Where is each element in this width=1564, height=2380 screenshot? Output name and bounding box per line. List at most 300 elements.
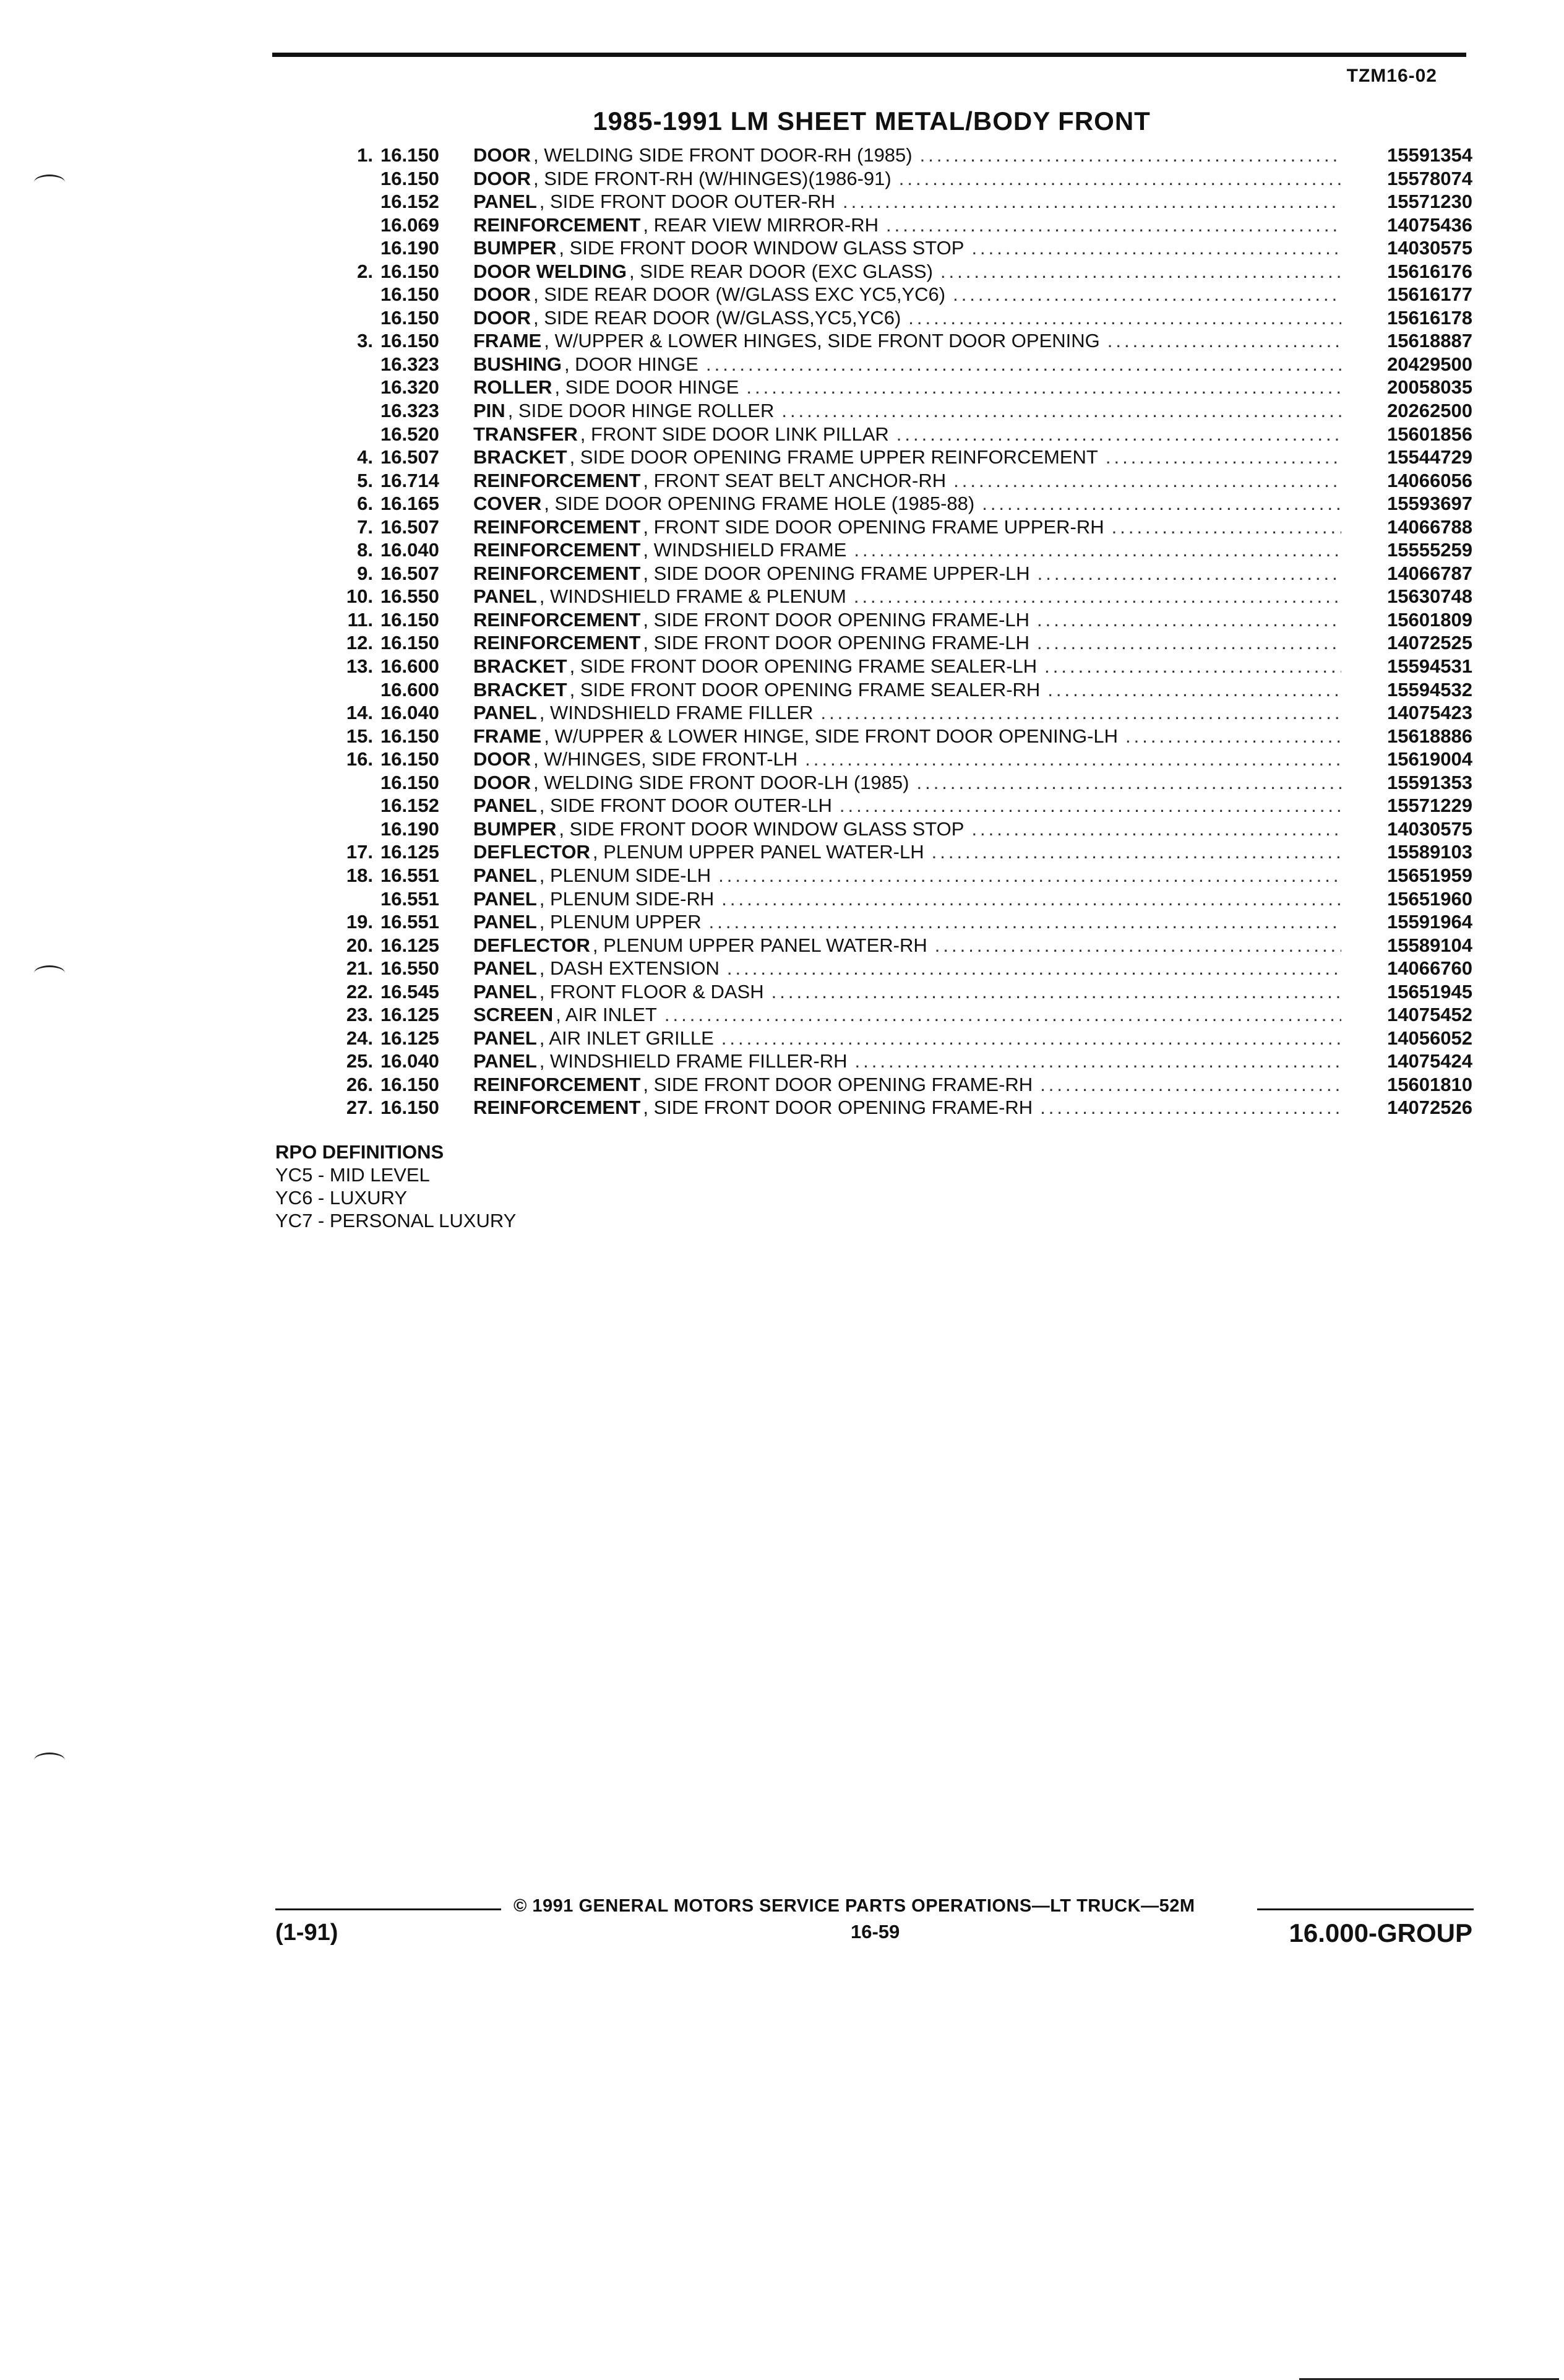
footer-group: 16.000-GROUP [1289, 1918, 1472, 1947]
part-detail: , SIDE FRONT DOOR OUTER-RH [539, 191, 835, 213]
dot-leader [886, 213, 1341, 236]
group-number: 16.507 [380, 515, 439, 538]
part-number: 15591353 [1387, 771, 1472, 793]
part-description [473, 446, 1349, 468]
part-name: PANEL [473, 702, 537, 724]
parts-row [322, 306, 1472, 330]
part-name: PANEL [473, 191, 537, 213]
parts-row [322, 957, 1472, 980]
group-number: 16.152 [380, 795, 439, 817]
part-number: 14066056 [1387, 469, 1472, 491]
group-number: 16.069 [380, 213, 439, 236]
part-description [473, 864, 1349, 887]
parts-list [322, 144, 1472, 1119]
part-detail: , FRONT FLOOR & DASH [539, 980, 764, 1002]
parts-row [322, 329, 1472, 353]
item-number: 18. [346, 864, 373, 886]
parts-row [322, 864, 1472, 887]
parts-row [322, 748, 1472, 771]
part-name: BRACKET [473, 446, 567, 468]
group-number: 16.040 [380, 539, 439, 561]
part-name: DOOR [473, 144, 531, 166]
part-number: 15601809 [1387, 608, 1472, 631]
part-name: PANEL [473, 980, 537, 1002]
part-detail: , SIDE DOOR OPENING FRAME UPPER REINFORCEMENT [569, 446, 1098, 468]
footer-page-number: 16-59 [851, 1921, 900, 1942]
dot-leader [940, 260, 1341, 283]
part-description [473, 190, 1349, 213]
parts-row [322, 562, 1472, 585]
part-name: PANEL [473, 887, 537, 910]
parts-row [322, 1003, 1472, 1027]
dot-leader [820, 701, 1341, 724]
part-description [473, 213, 1349, 236]
group-number: 16.190 [380, 817, 439, 840]
part-description [473, 329, 1349, 352]
part-description [473, 376, 1349, 399]
part-detail: , W/HINGES, SIDE FRONT-LH [533, 748, 798, 770]
part-description [473, 980, 1349, 1003]
part-number: 15651945 [1387, 980, 1472, 1002]
part-description [473, 725, 1349, 748]
dot-leader [854, 585, 1341, 608]
part-number: 14075436 [1387, 213, 1472, 236]
part-description [473, 794, 1349, 817]
item-number: 9. [357, 562, 373, 584]
part-detail: , SIDE REAR DOOR (W/GLASS,YC5,YC6) [533, 306, 901, 329]
dot-leader [1040, 1073, 1341, 1096]
group-number: 16.150 [380, 725, 439, 747]
part-description [473, 353, 1349, 376]
group-number: 16.150 [380, 748, 439, 770]
item-number: 27. [346, 1097, 373, 1119]
part-name: PANEL [473, 957, 537, 980]
part-name: DOOR [473, 771, 531, 793]
part-name: COVER [473, 493, 542, 515]
part-detail: , WINDSHIELD FRAME FILLER [539, 702, 814, 724]
item-number: 5. [357, 469, 373, 491]
item-number: 22. [346, 980, 373, 1002]
parts-row [322, 446, 1472, 469]
rpo-title: RPO DEFINITIONS [275, 1141, 444, 1163]
part-number: 20058035 [1387, 376, 1472, 399]
part-description [473, 840, 1349, 863]
dot-leader [896, 423, 1341, 446]
item-number: 4. [357, 446, 373, 468]
parts-row [322, 260, 1472, 283]
part-number: 15589104 [1387, 934, 1472, 956]
dot-leader [932, 840, 1341, 863]
part-number: 15601856 [1387, 423, 1472, 445]
parts-row [322, 1027, 1472, 1050]
item-number: 16. [346, 748, 373, 770]
parts-row [322, 794, 1472, 817]
part-detail: , FRONT SIDE DOOR OPENING FRAME UPPER-RH [643, 515, 1104, 538]
dot-leader [721, 1027, 1341, 1050]
margin-mark [34, 175, 65, 190]
group-number: 16.040 [380, 1050, 439, 1072]
parts-row [322, 190, 1472, 213]
parts-row [322, 655, 1472, 678]
parts-row [322, 631, 1472, 655]
dot-leader [855, 1050, 1341, 1072]
page-title: 1985-1991 LM SHEET METAL/BODY FRONT [593, 106, 1151, 136]
part-detail: , FRONT SIDE DOOR LINK PILLAR [580, 423, 889, 445]
group-number: 16.150 [380, 771, 439, 793]
parts-row [322, 840, 1472, 864]
parts-row [322, 283, 1472, 306]
part-description [473, 887, 1349, 910]
parts-row [322, 980, 1472, 1004]
part-number: 14030575 [1387, 817, 1472, 840]
group-number: 16.150 [380, 330, 439, 352]
part-description [473, 1073, 1349, 1096]
parts-row [322, 144, 1472, 167]
part-description [473, 771, 1349, 794]
item-number: 8. [357, 539, 373, 561]
group-number: 16.125 [380, 1027, 439, 1049]
part-name: BRACKET [473, 678, 567, 701]
part-number: 15616176 [1387, 260, 1472, 282]
dot-leader [706, 353, 1341, 376]
item-number: 21. [346, 957, 373, 980]
item-number: 12. [346, 632, 373, 654]
part-number: 15601810 [1387, 1073, 1472, 1095]
part-number: 15544729 [1387, 446, 1472, 468]
part-name: SCREEN [473, 1004, 554, 1026]
group-number: 16.150 [380, 144, 439, 166]
group-number: 16.150 [380, 608, 439, 631]
dot-leader [935, 934, 1341, 957]
group-number: 16.551 [380, 911, 439, 933]
dot-leader [1037, 631, 1341, 654]
item-number: 15. [346, 725, 373, 747]
parts-row [322, 213, 1472, 237]
part-name: REINFORCEMENT [473, 632, 641, 654]
parts-row [322, 1096, 1472, 1119]
dot-leader [899, 167, 1341, 190]
rpo-item: YC6 - LUXURY [275, 1187, 408, 1209]
group-number: 16.125 [380, 1004, 439, 1026]
item-number: 1. [357, 144, 373, 166]
item-number: 13. [346, 655, 373, 678]
item-number: 26. [346, 1073, 373, 1095]
part-detail: , SIDE FRONT DOOR OPENING FRAME SEALER-LH [569, 655, 1038, 678]
part-detail: , SIDE FRONT DOOR OPENING FRAME-LH [643, 632, 1030, 654]
parts-row [322, 678, 1472, 702]
part-number: 15555259 [1387, 539, 1472, 561]
part-number: 14030575 [1387, 237, 1472, 259]
part-number: 15618887 [1387, 330, 1472, 352]
part-detail: , REAR VIEW MIRROR-RH [643, 213, 879, 236]
part-number: 15591354 [1387, 144, 1472, 166]
dot-leader [709, 910, 1341, 933]
part-number: 15616178 [1387, 306, 1472, 329]
rpo-definitions [275, 1140, 516, 1232]
margin-mark [34, 965, 65, 981]
part-name: REINFORCEMENT [473, 608, 641, 631]
part-detail: , SIDE FRONT DOOR WINDOW GLASS STOP [559, 817, 965, 840]
part-description [473, 167, 1349, 190]
part-name: DEFLECTOR [473, 934, 590, 956]
group-number: 16.550 [380, 957, 439, 980]
group-number: 16.150 [380, 1073, 439, 1095]
dot-leader [843, 190, 1341, 213]
part-description [473, 1096, 1349, 1119]
part-name: PIN [473, 400, 505, 422]
item-number: 17. [346, 841, 373, 863]
part-name: PANEL [473, 1050, 537, 1072]
footer-copyright: © 1991 GENERAL MOTORS SERVICE PARTS OPERATIONS—LT TRUCK—52M [513, 1896, 1195, 1916]
part-number: 15578074 [1387, 167, 1472, 189]
part-detail: , SIDE DOOR OPENING FRAME UPPER-LH [643, 562, 1030, 584]
part-detail: , SIDE DOOR HINGE ROLLER [507, 400, 775, 422]
part-number: 14066760 [1387, 957, 1472, 980]
part-name: DEFLECTOR [473, 841, 590, 863]
group-number: 16.320 [380, 376, 439, 399]
dot-leader [1038, 562, 1341, 585]
part-description [473, 910, 1349, 933]
part-description [473, 1050, 1349, 1072]
group-number: 16.150 [380, 306, 439, 329]
parts-row [322, 771, 1472, 795]
part-detail: , WINDSHIELD FRAME [643, 539, 847, 561]
dot-leader [1106, 446, 1341, 468]
dot-leader [953, 283, 1341, 306]
part-detail: , SIDE FRONT DOOR OPENING FRAME-LH [643, 608, 1030, 631]
part-name: PANEL [473, 911, 537, 933]
group-number: 16.600 [380, 678, 439, 701]
dot-leader [971, 817, 1341, 840]
group-number: 16.551 [380, 864, 439, 886]
part-detail: , PLENUM SIDE-LH [539, 864, 711, 886]
part-detail: , FRONT SEAT BELT ANCHOR-RH [643, 469, 947, 491]
part-detail: , SIDE FRONT DOOR WINDOW GLASS STOP [559, 237, 965, 259]
group-number: 16.040 [380, 702, 439, 724]
part-detail: , WINDSHIELD FRAME & PLENUM [539, 585, 846, 608]
rpo-item: YC7 - PERSONAL LUXURY [275, 1210, 517, 1231]
group-number: 16.150 [380, 632, 439, 654]
part-description [473, 283, 1349, 306]
part-number: 15618886 [1387, 725, 1472, 747]
dot-leader [721, 887, 1341, 910]
parts-row [322, 910, 1472, 934]
part-detail: , AIR INLET GRILLE [539, 1027, 714, 1049]
item-number: 14. [346, 702, 373, 724]
part-description [473, 1027, 1349, 1050]
item-number: 25. [346, 1050, 373, 1072]
dot-leader [920, 144, 1341, 166]
group-number: 16.551 [380, 887, 439, 910]
part-description [473, 957, 1349, 980]
part-number: 20262500 [1387, 400, 1472, 422]
part-detail: , SIDE REAR DOOR (EXC GLASS) [629, 260, 933, 282]
part-detail: , W/UPPER & LOWER HINGE, SIDE FRONT DOOR OPENING-LH [544, 725, 1119, 747]
part-description [473, 538, 1349, 561]
dot-leader [781, 399, 1341, 422]
item-number: 20. [346, 934, 373, 956]
part-detail: , WELDING SIDE FRONT DOOR-LH (1985) [533, 771, 909, 793]
part-description [473, 423, 1349, 446]
footer-rule-right [1257, 1908, 1474, 1910]
part-number: 15593697 [1387, 493, 1472, 515]
item-number: 19. [346, 911, 373, 933]
group-number: 16.150 [380, 167, 439, 189]
part-number: 14075452 [1387, 1004, 1472, 1026]
group-number: 16.150 [380, 283, 439, 306]
part-description [473, 678, 1349, 701]
part-detail: , SIDE DOOR HINGE [554, 376, 739, 399]
item-number: 24. [346, 1027, 373, 1049]
parts-row [322, 538, 1472, 562]
group-number: 16.507 [380, 562, 439, 584]
part-number: 14075424 [1387, 1050, 1472, 1072]
parts-row [322, 236, 1472, 260]
dot-leader [1040, 1096, 1341, 1119]
part-name: BRACKET [473, 655, 567, 678]
dot-leader [805, 748, 1341, 770]
part-description [473, 934, 1349, 957]
item-number: 6. [357, 493, 373, 515]
part-detail: , SIDE FRONT DOOR OUTER-LH [539, 795, 832, 817]
part-description [473, 655, 1349, 678]
part-number: 15571230 [1387, 191, 1472, 213]
parts-row [322, 423, 1472, 446]
item-number: 10. [346, 585, 373, 608]
parts-row [322, 469, 1472, 493]
item-number: 2. [357, 260, 373, 282]
parts-row [322, 399, 1472, 423]
part-name: DOOR [473, 283, 531, 306]
part-name: FRAME [473, 725, 542, 747]
part-detail: , AIR INLET [556, 1004, 657, 1026]
part-name: REINFORCEMENT [473, 213, 641, 236]
part-detail: , DOOR HINGE [564, 353, 698, 375]
part-number: 15571229 [1387, 795, 1472, 817]
item-number: 23. [346, 1004, 373, 1026]
part-name: PANEL [473, 864, 537, 886]
parts-row [322, 585, 1472, 608]
margin-mark [34, 1753, 65, 1768]
group-number: 16.545 [380, 980, 439, 1002]
part-detail: , WINDSHIELD FRAME FILLER-RH [539, 1050, 848, 1072]
part-description [473, 236, 1349, 259]
part-name: BUMPER [473, 817, 557, 840]
dot-leader [664, 1003, 1341, 1026]
part-description [473, 399, 1349, 422]
parts-row [322, 887, 1472, 911]
part-description [473, 631, 1349, 654]
part-number: 15619004 [1387, 748, 1472, 770]
part-name: BUMPER [473, 237, 557, 259]
item-number: 3. [357, 330, 373, 352]
parts-row [322, 1050, 1472, 1073]
part-number: 14075423 [1387, 702, 1472, 724]
part-number: 15616177 [1387, 283, 1472, 306]
dot-leader [771, 980, 1341, 1003]
part-name: REINFORCEMENT [473, 562, 641, 584]
parts-row [322, 1073, 1472, 1097]
parts-row [322, 353, 1472, 376]
dot-leader [953, 469, 1341, 492]
dot-leader [746, 376, 1341, 399]
part-number: 14072526 [1387, 1097, 1472, 1119]
part-description [473, 469, 1349, 492]
parts-row [322, 376, 1472, 399]
part-name: REINFORCEMENT [473, 1097, 641, 1119]
part-name: TRANSFER [473, 423, 578, 445]
part-detail: , SIDE FRONT-RH (W/HINGES)(1986-91) [533, 167, 892, 189]
part-number: 15594531 [1387, 655, 1472, 678]
footer-rule-left [275, 1908, 501, 1910]
parts-row [322, 492, 1472, 515]
dot-leader [1112, 515, 1341, 538]
group-number: 16.125 [380, 841, 439, 863]
part-name: REINFORCEMENT [473, 515, 641, 538]
parts-row [322, 701, 1472, 725]
part-detail: , WELDING SIDE FRONT DOOR-RH (1985) [533, 144, 913, 166]
part-number: 15591964 [1387, 911, 1472, 933]
part-detail: , SIDE DOOR OPENING FRAME HOLE (1985-88) [544, 493, 975, 515]
dot-leader [1107, 329, 1341, 352]
dot-leader [1044, 655, 1341, 678]
part-detail: , DASH EXTENSION [539, 957, 720, 980]
dot-leader [1047, 678, 1341, 701]
part-detail: , W/UPPER & LOWER HINGES, SIDE FRONT DOOR OPENING [544, 330, 1100, 352]
part-detail: , SIDE FRONT DOOR OPENING FRAME SEALER-RH [569, 678, 1041, 701]
part-detail: , PLENUM UPPER [539, 911, 702, 933]
group-number: 16.714 [380, 469, 439, 491]
part-detail: , PLENUM SIDE-RH [539, 887, 715, 910]
group-number: 16.165 [380, 493, 439, 515]
part-description [473, 562, 1349, 585]
group-number: 16.150 [380, 1097, 439, 1119]
dot-leader [1125, 725, 1341, 748]
part-name: FRAME [473, 330, 542, 352]
part-name: PANEL [473, 1027, 537, 1049]
part-detail: , SIDE FRONT DOOR OPENING FRAME-RH [643, 1073, 1033, 1095]
part-description [473, 608, 1349, 631]
group-number: 16.520 [380, 423, 439, 445]
dot-leader [718, 864, 1341, 887]
dot-leader [971, 236, 1341, 259]
part-description [473, 585, 1349, 608]
dot-leader [727, 957, 1341, 980]
top-rule [272, 53, 1466, 57]
part-name: REINFORCEMENT [473, 1073, 641, 1095]
item-number: 11. [347, 608, 373, 631]
dot-leader [982, 492, 1341, 515]
dot-leader [916, 771, 1341, 794]
part-detail: , PLENUM UPPER PANEL WATER-LH [592, 841, 924, 863]
part-name: PANEL [473, 585, 537, 608]
part-number: 15651959 [1387, 864, 1472, 886]
part-description [473, 817, 1349, 840]
part-detail: , PLENUM UPPER PANEL WATER-RH [592, 934, 927, 956]
part-description [473, 701, 1349, 724]
group-number: 16.152 [380, 191, 439, 213]
part-name: DOOR WELDING [473, 260, 627, 282]
part-description [473, 515, 1349, 538]
part-detail: , SIDE REAR DOOR (W/GLASS EXC YC5,YC6) [533, 283, 946, 306]
group-number: 16.323 [380, 353, 439, 375]
part-description [473, 492, 1349, 515]
dot-leader [854, 538, 1341, 561]
part-name: DOOR [473, 748, 531, 770]
group-number: 16.150 [380, 260, 439, 282]
part-number: 14066787 [1387, 562, 1472, 584]
part-name: ROLLER [473, 376, 552, 399]
